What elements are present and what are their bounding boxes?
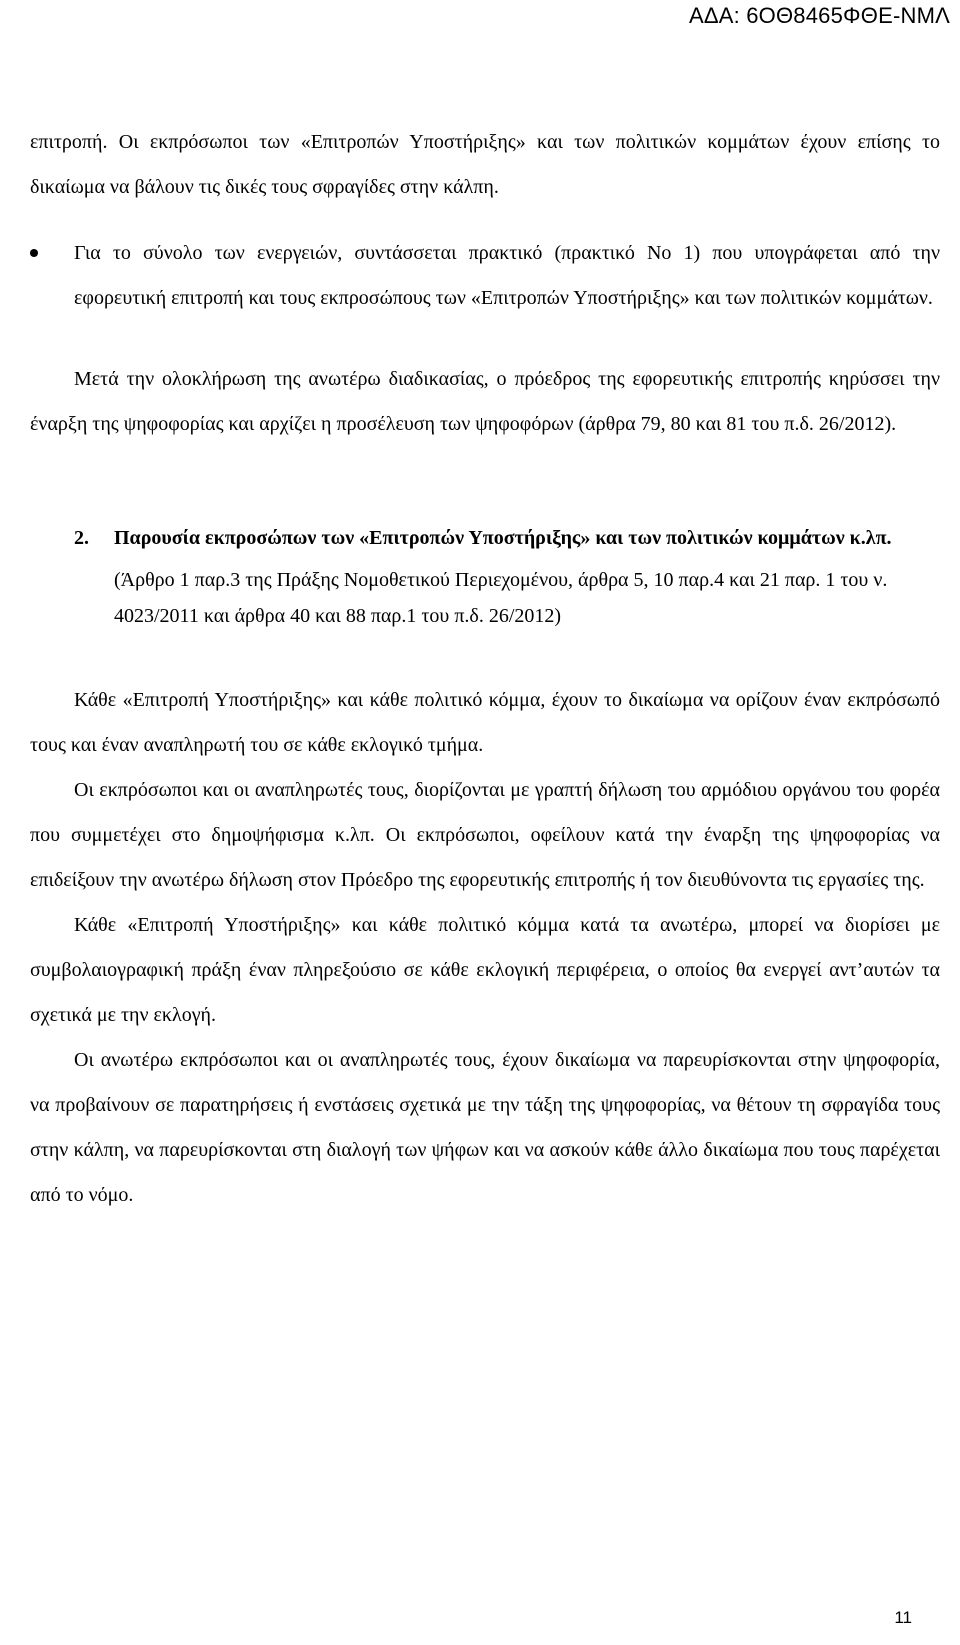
section-heading [30,519,940,634]
paragraph-intro: επιτροπή. Οι εκπρόσωποι των «Επιτροπών Υποστήριξης» και των πολιτικών κομμάτων έχουν επίσης το δικαίωμα να βάλουν τις δικές τους σφραγίδες στην κάλπη. [30,131,940,198]
ada-code-header: ΑΔΑ: 6ΟΘ8465ΦΘΕ-ΝΜΛ [688,3,950,28]
paragraph-voting-start: Μετά την ολοκλήρωση της ανωτέρω διαδικασίας, ο πρόεδρος της εφορευτικής επιτροπής κηρύσσει την έναρξη της ψηφοφορίας και αρχίζει η προσέλευση των ψηφοφόρων (άρθρα 79, 80 και 81 του π.δ. 26/2012). [30,368,940,435]
paragraph-representatives-right: Κάθε «Επιτροπή Υποστήριξης» και κάθε πολιτικό κόμμα, έχουν το δικαίωμα να ορίζουν έναν εκπρόσωπό τους και έναν αναπληρωτή του σε κάθε εκλογικό τμήμα. [30,689,940,756]
section-number: 2. [74,527,89,549]
section-title: Παρουσία εκπροσώπων των «Επιτροπών Υποστήριξης» και των πολιτικών κομμάτων κ.λπ. [114,527,892,549]
paragraph-appointment: Οι εκπρόσωποι και οι αναπληρωτές τους, διορίζονται με γραπτή δήλωση του αρμόδιου οργάνου του φορέα που συμμετέχει στο δημοψήφισμα κ.λπ. Οι εκπρόσωποι, οφείλουν κατά την έναρξη της ψηφοφορίας να επιδείξουν την ανωτέρω δήλωση στον Πρόεδρο της εφορευτικής επιτροπής ή τον διευθύνοντα τις εργασίες της. [30,779,940,891]
paragraph-proxy: Κάθε «Επιτροπή Υποστήριξης» και κάθε πολιτικό κόμμα κατά τα ανωτέρω, μπορεί να διορίσει με συμβολαιογραφική πράξη έναν πληρεξούσιο σε κάθε εκλογική περιφέρεια, ο οποίος θα ενεργεί αντ’αυτών τα σχετικά με την εκλογή. [30,914,940,1026]
paragraph-rights: Οι ανωτέρω εκπρόσωποι και οι αναπληρωτές τους, έχουν δικαίωμα να παρευρίσκονται στην ψηφοφορία, να προβαίνουν σε παρατηρήσεις ή ενστάσεις σχετικά με την τάξη της ψηφοφορίας, να θέτουν τη σφραγίδα τους στην κάλπη, να παρευρίσκονται στη διαλογή των ψήφων και να ασκούν κάθε άλλο δικαίωμα που τους παρέχεται από το νόμο. [30,1049,940,1206]
bullet-item [30,231,940,321]
section-legal-reference: (Άρθρο 1 παρ.3 της Πράξης Νομοθετικού Περιεχομένου, άρθρα 5, 10 παρ.4 και 21 παρ. 1 του ν. 4023/2011 και άρθρα 40 και 88 παρ.1 του π.δ. 26/2012) [114,569,888,627]
bullet-text: Για το σύνολο των ενεργειών, συντάσσεται πρακτικό (πρακτικό Νο 1) που υπογράφεται από την εφορευτική επιτροπή και τους εκπροσώπους των «Επιτροπών Υποστήριξης» και των πολιτικών κομμάτων. [74,242,940,309]
section-body [30,678,940,1218]
page-number: 11 [894,1608,912,1627]
document-body [30,120,940,1218]
bullet-icon [30,249,38,257]
